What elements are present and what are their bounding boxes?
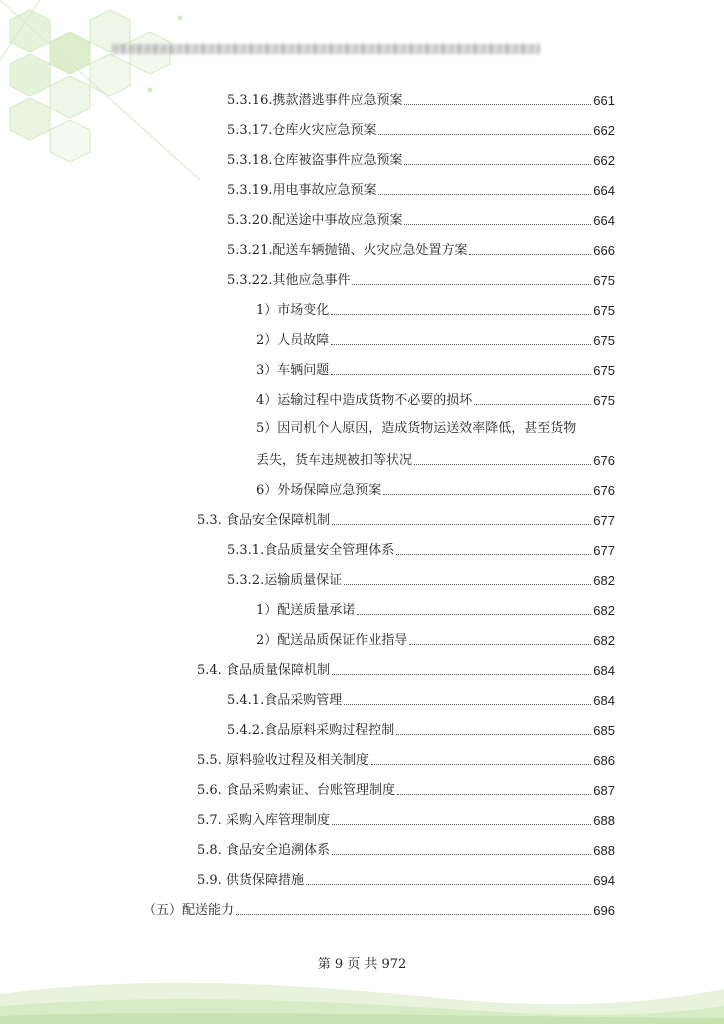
toc-leader-dots (332, 524, 591, 525)
toc-entry[interactable] (227, 211, 615, 229)
toc-entry-page: 675 (593, 393, 615, 408)
toc-leader-dots (414, 464, 591, 465)
toc-entry[interactable] (256, 301, 615, 319)
toc-leader-dots (396, 734, 591, 735)
toc-entry-label: 4）运输过程中造成货物不必要的损坏 (256, 393, 473, 408)
toc-entry[interactable] (197, 661, 615, 679)
toc-entry[interactable] (227, 181, 615, 199)
toc-entry[interactable] (197, 811, 615, 829)
toc-leader-dots (332, 854, 591, 855)
toc-entry-page: 694 (593, 873, 615, 888)
toc-entry[interactable] (143, 901, 615, 919)
toc-entry-page: 664 (593, 213, 615, 228)
toc-entry[interactable] (256, 481, 615, 499)
toc-entry[interactable] (256, 331, 615, 349)
toc-entry-label: 5.7. 采购入库管理制度 (197, 813, 330, 828)
toc-entry-page: 687 (593, 783, 615, 798)
toc-leader-dots (332, 674, 591, 675)
toc-entry-label: 5.4. 食品质量保障机制 (197, 663, 330, 678)
toc-entry-page: 675 (593, 303, 615, 318)
toc-entry-label: 5.3.21.配送车辆抛锚、火灾应急处置方案 (227, 243, 468, 258)
toc-entry-page: 666 (593, 243, 615, 258)
toc-entry[interactable] (227, 721, 615, 739)
toc-entry-label: 6）外场保障应急预案 (256, 483, 382, 498)
toc-entry-label: 5.3.18.仓库被盗事件应急预案 (227, 153, 403, 168)
toc-leader-dots (378, 194, 591, 195)
toc-entry-page: 675 (593, 363, 615, 378)
toc-entry[interactable] (227, 541, 615, 559)
toc-entry[interactable] (227, 91, 615, 109)
toc-entry[interactable] (227, 691, 615, 709)
toc-leader-dots (332, 824, 591, 825)
toc-leader-dots (344, 704, 591, 705)
toc-entry[interactable] (227, 571, 615, 589)
toc-leader-dots (331, 374, 591, 375)
toc-entry-page: 664 (593, 183, 615, 198)
toc-entry[interactable] (256, 601, 615, 619)
toc-entry-page: 688 (593, 813, 615, 828)
toc-leader-dots (344, 584, 591, 585)
toc-entry-label: 5.3.2.运输质量保证 (227, 573, 343, 588)
toc-entry-label: 5.4.2.食品原料采购过程控制 (227, 723, 395, 738)
toc-entry-label: 5.6. 食品采购索证、台账管理制度 (197, 783, 395, 798)
toc-entry[interactable] (227, 241, 615, 259)
toc-entry[interactable] (256, 361, 615, 379)
toc-entry-page: 686 (593, 753, 615, 768)
toc-entry-label: 2）人员故障 (256, 333, 330, 348)
toc-leader-dots (474, 404, 591, 405)
toc-leader-dots (396, 554, 591, 555)
toc-entry[interactable] (227, 271, 615, 289)
toc-entry-page: 682 (593, 633, 615, 648)
toc-entry[interactable] (197, 751, 615, 769)
toc-entry-page: 677 (593, 513, 615, 528)
toc-entry[interactable] (227, 151, 615, 169)
toc-entry[interactable] (256, 451, 615, 469)
toc-leader-dots (383, 494, 591, 495)
toc-leader-dots (409, 644, 591, 645)
toc-leader-dots (404, 224, 591, 225)
toc-entry[interactable] (197, 511, 615, 529)
toc-entry-label: 5.3.22.其他应急事件 (227, 273, 351, 288)
toc-entry[interactable] (197, 841, 615, 859)
toc-leader-dots (404, 104, 591, 105)
toc-leader-dots (352, 284, 591, 285)
toc-entry-page: 662 (593, 153, 615, 168)
toc-entry-page: 682 (593, 573, 615, 588)
toc-entry-label: 1）配送质量承诺 (256, 603, 356, 618)
header-blurred-text (112, 44, 540, 54)
toc-entry[interactable] (227, 121, 615, 139)
toc-entry-label: 5.3.20.配送途中事故应急预案 (227, 213, 403, 228)
toc-leader-dots (236, 914, 591, 915)
toc-entry-label: 3）车辆问题 (256, 363, 330, 378)
toc-entry[interactable] (256, 631, 615, 649)
toc-entry-label: 5.9. 供货保障措施 (197, 873, 304, 888)
toc-entry-page: 685 (593, 723, 615, 738)
toc-entry-page: 675 (593, 333, 615, 348)
toc-entry-label: 1）市场变化 (256, 303, 330, 318)
toc-entry-page: 676 (593, 483, 615, 498)
toc-entry-wrapped-line[interactable]: 5）因司机个人原因，造成货物运送效率降低，甚至货物 (256, 421, 577, 436)
toc-entry-label: 5.8. 食品安全追溯体系 (197, 843, 330, 858)
toc-entry-page: 684 (593, 693, 615, 708)
wave-decoration (0, 954, 724, 1024)
hexagon-decoration (0, 0, 230, 200)
toc-entry-page: 677 (593, 543, 615, 558)
toc-entry-label: 5.3.17.仓库火灾应急预案 (227, 123, 377, 138)
toc-leader-dots (371, 764, 591, 765)
toc-entry-page: 688 (593, 843, 615, 858)
toc-leader-dots (397, 794, 591, 795)
toc-leader-dots (357, 614, 591, 615)
toc-entry-page: 676 (593, 453, 615, 468)
toc-entry-page: 661 (593, 93, 615, 108)
toc-entry-label: 5.5. 原料验收过程及相关制度 (197, 753, 369, 768)
toc-leader-dots (306, 884, 591, 885)
toc-entry-page: 696 (593, 903, 615, 918)
toc-entry-label: 5.3.19.用电事故应急预案 (227, 183, 377, 198)
toc-entry-label: 2）配送品质保证作业指导 (256, 633, 408, 648)
toc-leader-dots (469, 254, 591, 255)
toc-leader-dots (404, 164, 591, 165)
toc-entry-page: 684 (593, 663, 615, 678)
toc-leader-dots (331, 314, 591, 315)
toc-entry[interactable] (197, 781, 615, 799)
toc-leader-dots (331, 344, 591, 345)
toc-entry-label: 5.3. 食品安全保障机制 (197, 513, 330, 528)
toc-entry-label: 5.4.1.食品采购管理 (227, 693, 343, 708)
toc-entry-page: 662 (593, 123, 615, 138)
toc-entry-label: （五）配送能力 (143, 903, 235, 918)
toc-entry-page: 675 (593, 273, 615, 288)
toc-entry-label: 丢失，货车违规被扣等状况 (256, 453, 413, 468)
toc-entry-label: 5.3.16.携款潜逃事件应急预案 (227, 93, 403, 108)
toc-entry-page: 682 (593, 603, 615, 618)
toc-entry[interactable] (256, 391, 615, 409)
toc-leader-dots (378, 134, 591, 135)
toc-entry-label: 5.3.1.食品质量安全管理体系 (227, 543, 395, 558)
page-footer: 第 9 页 共 972 (317, 957, 407, 972)
toc-entry[interactable] (197, 871, 615, 889)
